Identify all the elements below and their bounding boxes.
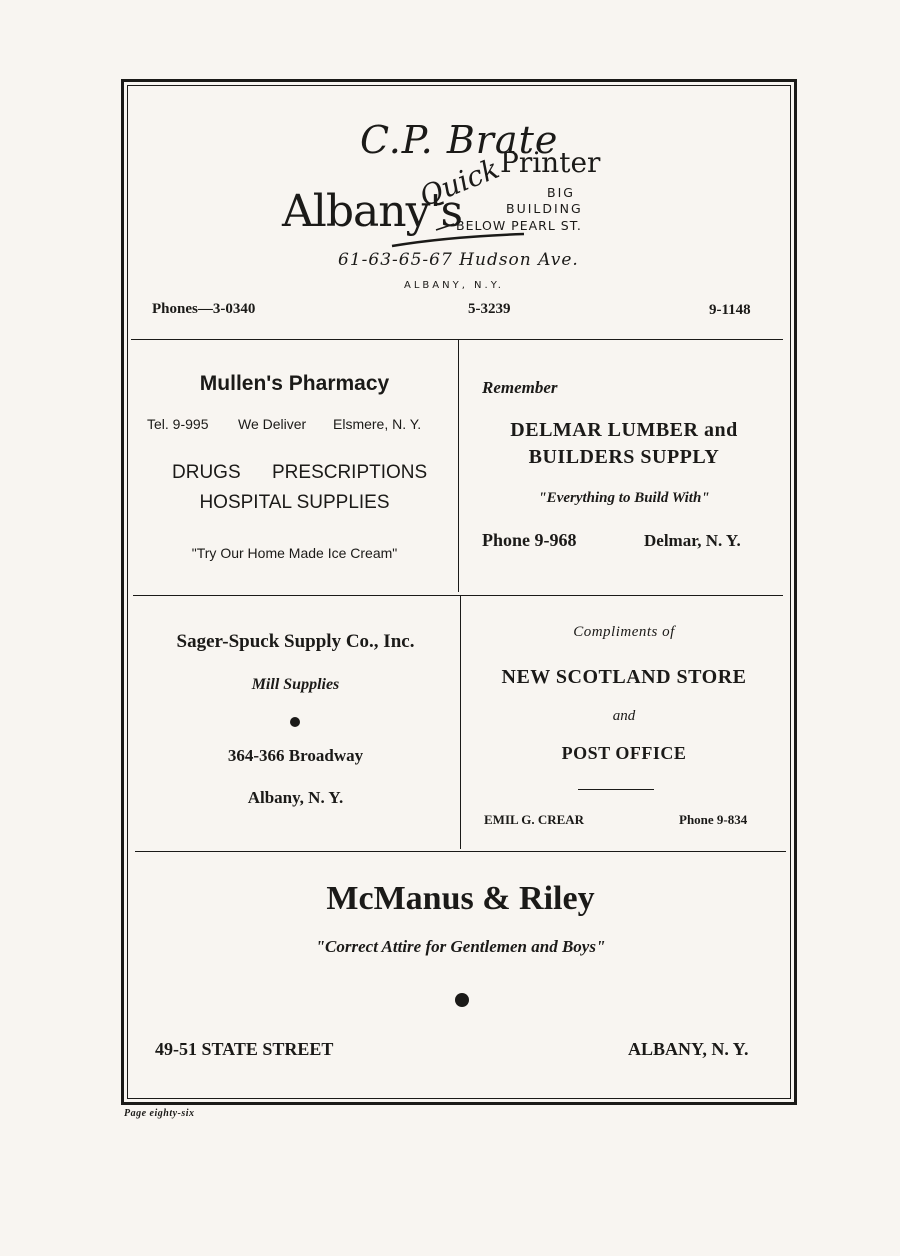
- scotland-compliments: Compliments of: [573, 624, 675, 640]
- mullen-drugs: DRUGS: [172, 462, 241, 483]
- scotland-owner: EMIL G. CREAR: [484, 812, 585, 827]
- delmar-line-1: DELMAR LUMBER and: [510, 419, 738, 441]
- brate-phone-2: 5-3239: [468, 301, 511, 317]
- divider-top: [131, 339, 783, 340]
- divider-bottom: [135, 851, 786, 852]
- page-number: Page eighty-six: [124, 1108, 195, 1119]
- brate-logo-swash: [388, 220, 528, 250]
- scotland-short-rule: [578, 789, 654, 790]
- mullen-prescriptions: PRESCRIPTIONS: [272, 462, 428, 483]
- mcmanus-street: 49-51 STATE STREET: [155, 1039, 334, 1059]
- divider-column-lower: [460, 596, 461, 849]
- brate-phone-3: 9-1148: [709, 302, 751, 318]
- brate-logo-printer: Printer: [500, 146, 601, 179]
- sager-bullet: [290, 717, 300, 727]
- scotland-phone: Phone 9-834: [679, 812, 748, 827]
- scotland-line-1: NEW SCOTLAND STORE: [501, 666, 747, 688]
- delmar-remember: Remember: [482, 378, 558, 397]
- brate-logo-quick: Quick: [414, 151, 504, 214]
- scotland-and: and: [612, 708, 636, 724]
- delmar-location: Delmar, N. Y.: [644, 531, 741, 550]
- mcmanus-bullet: [455, 993, 469, 1007]
- sager-city: Albany, N. Y.: [247, 788, 344, 807]
- mullen-hospital-supplies: HOSPITAL SUPPLIES: [199, 492, 390, 513]
- sager-address: 364-366 Broadway: [227, 746, 364, 765]
- mullen-title: Mullen's Pharmacy: [199, 372, 390, 395]
- sager-title: Sager-Spuck Supply Co., Inc.: [176, 631, 415, 652]
- scotland-line-2: POST OFFICE: [561, 743, 687, 763]
- brate-logo-albanys: Albany's: [282, 186, 463, 237]
- brate-phone-1: Phones—3-0340: [152, 301, 256, 317]
- mcmanus-slogan: "Correct Attire for Gentlemen and Boys": [315, 937, 606, 956]
- delmar-slogan: "Everything to Build With": [538, 490, 710, 506]
- mullen-deliver: We Deliver: [238, 416, 307, 432]
- divider-middle: [133, 595, 783, 596]
- mullen-slogan: "Try Our Home Made Ice Cream": [191, 545, 398, 561]
- delmar-line-2: BUILDERS SUPPLY: [528, 446, 720, 468]
- brate-building: BUILDING: [506, 201, 583, 216]
- sager-subtitle: Mill Supplies: [251, 676, 340, 693]
- brate-logo-name: C.P. Brate: [360, 118, 559, 162]
- divider-column-upper: [458, 340, 459, 592]
- brate-city: ALBANY, N.Y.: [404, 280, 504, 291]
- mcmanus-city: ALBANY, N. Y.: [628, 1039, 749, 1059]
- mullen-location: Elsmere, N. Y.: [333, 416, 422, 432]
- brate-address: 61-63-65-67 Hudson Ave.: [338, 250, 579, 270]
- brate-big: BIG: [547, 185, 575, 200]
- mullen-tel: Tel. 9-995: [147, 416, 209, 432]
- delmar-phone: Phone 9-968: [482, 530, 577, 550]
- brate-below-pearl: BELOW PEARL ST.: [456, 218, 582, 233]
- mcmanus-title: McManus & Riley: [326, 880, 595, 917]
